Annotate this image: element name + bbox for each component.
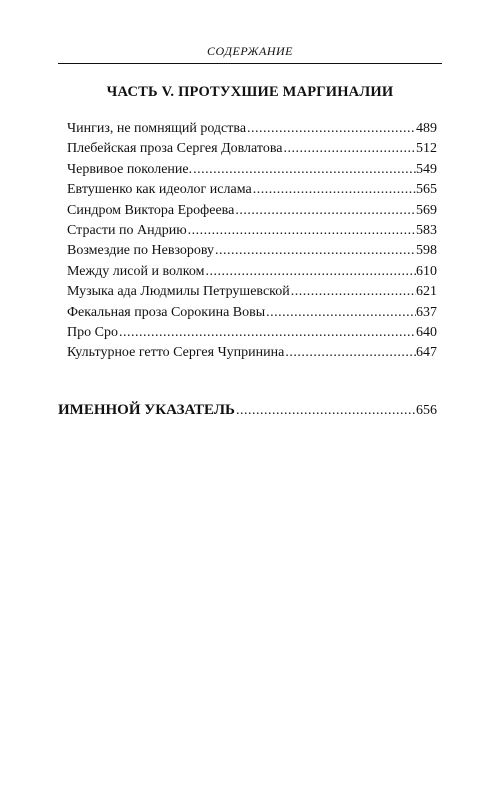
toc-entry (67, 305, 437, 325)
toc-entry-title: Культурное гетто Сергея Чупринина (67, 345, 285, 361)
leader-dots (282, 141, 416, 157)
toc-entry-title: Фекальная проза Сорокина Вовы (67, 304, 266, 320)
index-entry (58, 402, 437, 419)
toc-entry-page: 565 (416, 182, 437, 198)
leader-dots (234, 203, 416, 219)
toc-entry-title: Евтушенко как идеолог ислама (67, 182, 252, 198)
leader-dots (284, 345, 416, 361)
toc-entry-page: 583 (416, 222, 437, 238)
leader-dots (214, 243, 416, 259)
toc-entry-page: 549 (416, 161, 437, 177)
running-head: СОДЕРЖАНИЕ (206, 44, 294, 58)
header-rule (58, 63, 442, 64)
leader-dots (204, 264, 416, 280)
index-entry-page: 656 (416, 403, 437, 418)
toc-entry-title: Чингиз, не помнящий родства (67, 121, 247, 136)
toc-entry-title: Страсти по Андрию (67, 222, 187, 238)
leader-dots (252, 182, 416, 198)
toc-entry-page: 489 (416, 121, 437, 136)
toc-entry-title: Между лисой и волком (67, 263, 205, 279)
toc-entry-title: Синдром Виктора Ерофеева (67, 202, 235, 218)
toc-entry-page: 637 (416, 304, 437, 320)
toc-entry-page: 598 (416, 243, 437, 259)
leader-dots (290, 284, 416, 300)
toc-entry (67, 345, 437, 365)
leader-dots (235, 403, 416, 419)
toc-entry-title: Возмездие по Невзорову (67, 243, 215, 259)
toc-entry-title: Про Сро (67, 324, 118, 340)
toc-entry (67, 182, 437, 202)
toc-entry (67, 141, 437, 161)
toc-entry (67, 264, 437, 284)
leader-dots (192, 162, 416, 178)
leader-dots (118, 325, 416, 341)
toc-entry (67, 325, 437, 345)
leader-dots (246, 121, 416, 137)
toc-entry (67, 243, 437, 263)
toc-entry-title: Плебейская проза Сергея Довлатова (67, 141, 283, 157)
toc-entry (67, 284, 437, 304)
leader-dots (265, 305, 416, 321)
table-of-contents (67, 121, 437, 366)
toc-entry (67, 121, 437, 141)
toc-entry (67, 203, 437, 223)
toc-entry-page: 621 (416, 284, 437, 300)
toc-entry-page: 610 (416, 263, 437, 279)
part-title: ЧАСТЬ V. ПРОТУХШИЕ МАРГИНАЛИИ (106, 84, 394, 100)
toc-entry (67, 162, 437, 182)
toc-entry-page: 640 (416, 324, 437, 340)
toc-entry-page: 647 (416, 345, 437, 361)
toc-entry-page: 569 (416, 202, 437, 218)
toc-entry-title: Музыка ада Людмилы Петрушевской (67, 284, 290, 300)
toc-entry (67, 223, 437, 243)
toc-entry-title: Червивое поколение. (67, 161, 193, 177)
index-entry-title: ИМЕННОЙ УКАЗАТЕЛЬ (58, 402, 235, 418)
leader-dots (187, 223, 416, 239)
toc-entry-page: 512 (416, 141, 437, 157)
